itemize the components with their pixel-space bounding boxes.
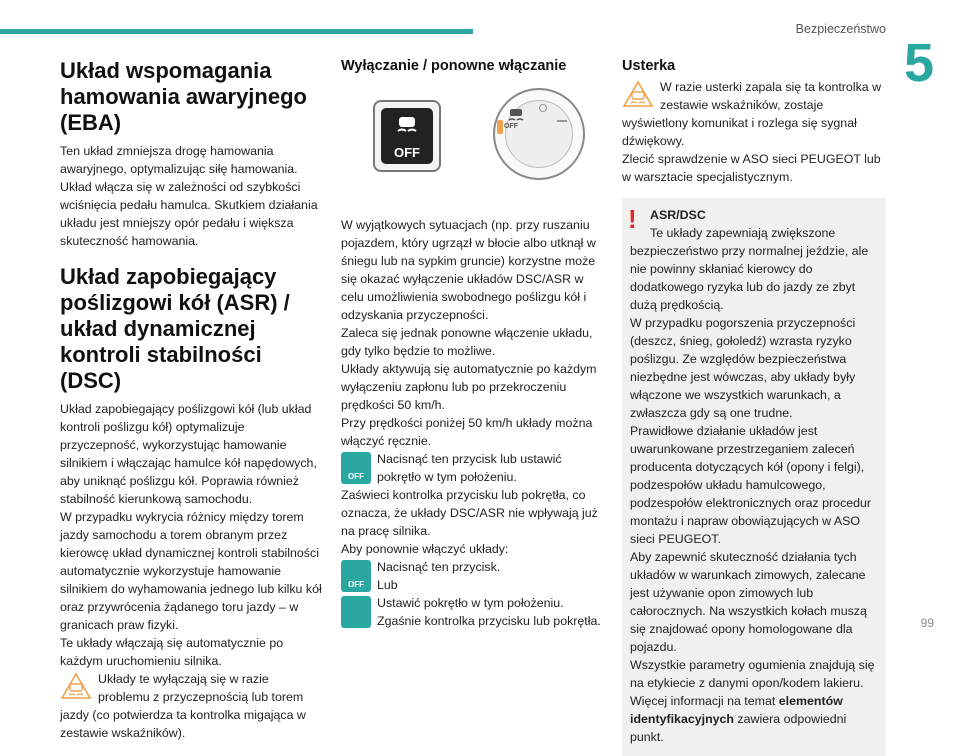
chapter-tab <box>898 34 960 106</box>
dsc-off-button[interactable] <box>373 100 441 172</box>
chapter-number: 5 <box>904 33 935 93</box>
note-paragraph-6: Więcej informacji na temat elementów identyfikacyjnych zawiera odpowiedni punkt. <box>630 694 847 744</box>
skid-car-icon <box>395 114 419 136</box>
asr-paragraph-1: Układ zapobiegający poślizgowi kół (lub układ kontroli poślizgu kół) optymalizuje przyczepność, wykorzystując hamowanie silnikiem i włączając hamulce kół napędowych, aby uniknąć poślizgu kół. Poprawia również stabilność kierunkową samochodu. <box>60 402 317 506</box>
note-paragraph-3: Prawidłowe działanie układów jest uwarunkowane przestrzeganiem zaleceń producenta dotyczących kół (opony i felgi), podzespołów układu hamulcowego, podzespołów elektronicznych oraz procedur montażu i napraw obowiązujących w ASO sieci PEUGEOT. <box>630 424 872 546</box>
disable-paragraph-7: Aby ponownie włączyć układy: <box>341 542 509 556</box>
eba-heading: Układ wspomagania hamowania awaryjnego (EBA) <box>60 58 307 135</box>
controls-illustration <box>341 88 603 208</box>
dsc-off-lamp-icon: OFF <box>341 452 371 484</box>
eba-paragraph-2: Układ włącza się w zależności od szybkości wciśnięcia pedału hamulca. Skutkiem działania układu jest mniejszy opór pedału i większa skuteczność hamowania. <box>60 180 318 248</box>
column-1 <box>60 58 322 742</box>
identification-link[interactable]: elementów identyfikacyjnych <box>630 694 843 726</box>
button-off-label: OFF <box>394 145 420 160</box>
fault-paragraph-2: Zlecić sprawdzenie w ASO sieci PEUGEOT lub w warsztacie specjalistycznym. <box>622 152 881 184</box>
disable-paragraph-3: Układy aktywują się automatycznie po każdym wyłączeniu zapłonu lub po przekroczeniu prędkości 50 km/h. <box>341 362 597 412</box>
exclamation-icon: ! <box>628 204 637 234</box>
asr-paragraph-3: Te układy włączają się automatycznie po każdym uruchomieniu silnika. <box>60 636 284 668</box>
car-mode-icon <box>341 596 371 628</box>
disable-paragraph-9: Lub <box>377 578 398 592</box>
disable-paragraph-5: Nacisnąć ten przycisk lub ustawić pokrętło w tym położeniu. <box>377 452 562 484</box>
note-paragraph-4: Aby zapewnić skuteczność działania tych układów w warunkach zimowych, zalecane jest używanie opon zimowych lub całorocznych. Na wszystkich kołach muszą się znajdować opony homologowane dla pojazdu. <box>630 550 867 654</box>
knob-indicator <box>497 120 503 134</box>
disable-heading: Wyłączanie / ponowne włączanie <box>341 58 567 74</box>
note-paragraph-2: W przypadku pogorszenia przyczepności (deszcz, śnieg, gołoledź) wzrasta ryzyko poślizgu. Ze względów bezpieczeństwa niezbędne jest wówczas, aby układy były włączone we wszystkich warunkach, a zwłaszcza gdy są one trudne. <box>630 316 856 420</box>
dsc-off-lamp-icon-2: OFF <box>341 560 371 592</box>
column-3 <box>622 58 886 756</box>
skid-warning-lamp-icon <box>60 672 92 700</box>
disable-paragraph-2: Zaleca się jednak ponowne włączenie układu, gdy tylko będzie to możliwe. <box>341 326 593 358</box>
disable-paragraph-11: Zgaśnie kontrolka przycisku lub pokrętła. <box>377 614 601 628</box>
knob-off-label: OFF <box>504 123 518 130</box>
eba-paragraph-1: Ten układ zmniejsza drogę hamowania awaryjnego, optymalizując siłę hamowania. <box>60 144 298 176</box>
column-2 <box>341 58 603 630</box>
asr-paragraph-2: W przypadku wykrycia różnicy między torem jazdy samochodu a torem obranym przez kierowcę układ dynamicznej kontroli stabilności automatycznie wykorzystuje hamowanie silnikiem do wyhamowania jednego lub kilku kół oraz przywrócenia żądanego toru jazdy – w granicach praw fizyki. <box>60 510 322 632</box>
note-paragraph-1: Te układy zapewniają zwiększone bezpieczeństwo przy normalnej jeździe, ale nie powinny skłaniać kierowcy do dodatkowego ryzyka lub do jazdy ze zbyt dużą prędkością. <box>630 226 869 312</box>
note-title: ASR/DSC <box>650 208 706 222</box>
disable-paragraph-6: Zaświeci kontrolka przycisku lub pokrętła, co oznacza, że układy DSC/ASR nie wpływają już na pracę silnika. <box>341 488 598 538</box>
fault-paragraph-1: W razie usterki zapala się ta kontrolka w zestawie wskaźników, zostaje wyświetlony komunikat i rozlega się sygnał dźwiękowy. <box>622 80 882 148</box>
disable-paragraph-1: W wyjątkowych sytuacjach (np. przy ruszaniu pojazdem, który ugrzązł w błocie albo utknął w śniegu lub na sypkim gruncie) korzystne może się okazać wyłączenie układów DSC/ASR w celu umożliwienia swobodnego poślizgu kół i odzyskania przyczepności. <box>341 218 596 322</box>
knob-snow-icon <box>539 104 547 112</box>
fault-heading: Usterka <box>622 58 676 74</box>
disable-paragraph-10: Ustawić pokrętło w tym położeniu. <box>377 596 564 610</box>
page-number: 99 <box>920 616 934 630</box>
knob-skid-icon <box>507 108 525 122</box>
knob-mud-icon <box>557 120 567 126</box>
section-title: Bezpieczeństwo <box>795 22 886 36</box>
disable-paragraph-4: Przy prędkości poniżej 50 km/h układy można włączyć ręcznie. <box>341 416 593 448</box>
skid-warning-lamp-icon-2 <box>622 80 654 108</box>
header-accent-bar <box>0 29 473 34</box>
note-paragraph-5: Wszystkie parametry ogumienia znajdują się na etykiecie z danymi opon/kodem lakieru. <box>630 658 875 690</box>
drive-mode-knob[interactable] <box>493 88 585 180</box>
asr-paragraph-4: Układy te wyłączają się w razie problemu z przyczepnością lub torem jazdy (co potwierdza ta kontrolka migająca w zestawie wskaźników). <box>60 672 306 740</box>
asr-dsc-heading: Układ zapobiegający poślizgowi kół (ASR) / układ dynamicznej kontroli stabilności (DSC) <box>60 264 290 393</box>
disable-paragraph-8: Nacisnąć ten przycisk. <box>377 560 501 574</box>
asr-dsc-note <box>622 198 886 756</box>
